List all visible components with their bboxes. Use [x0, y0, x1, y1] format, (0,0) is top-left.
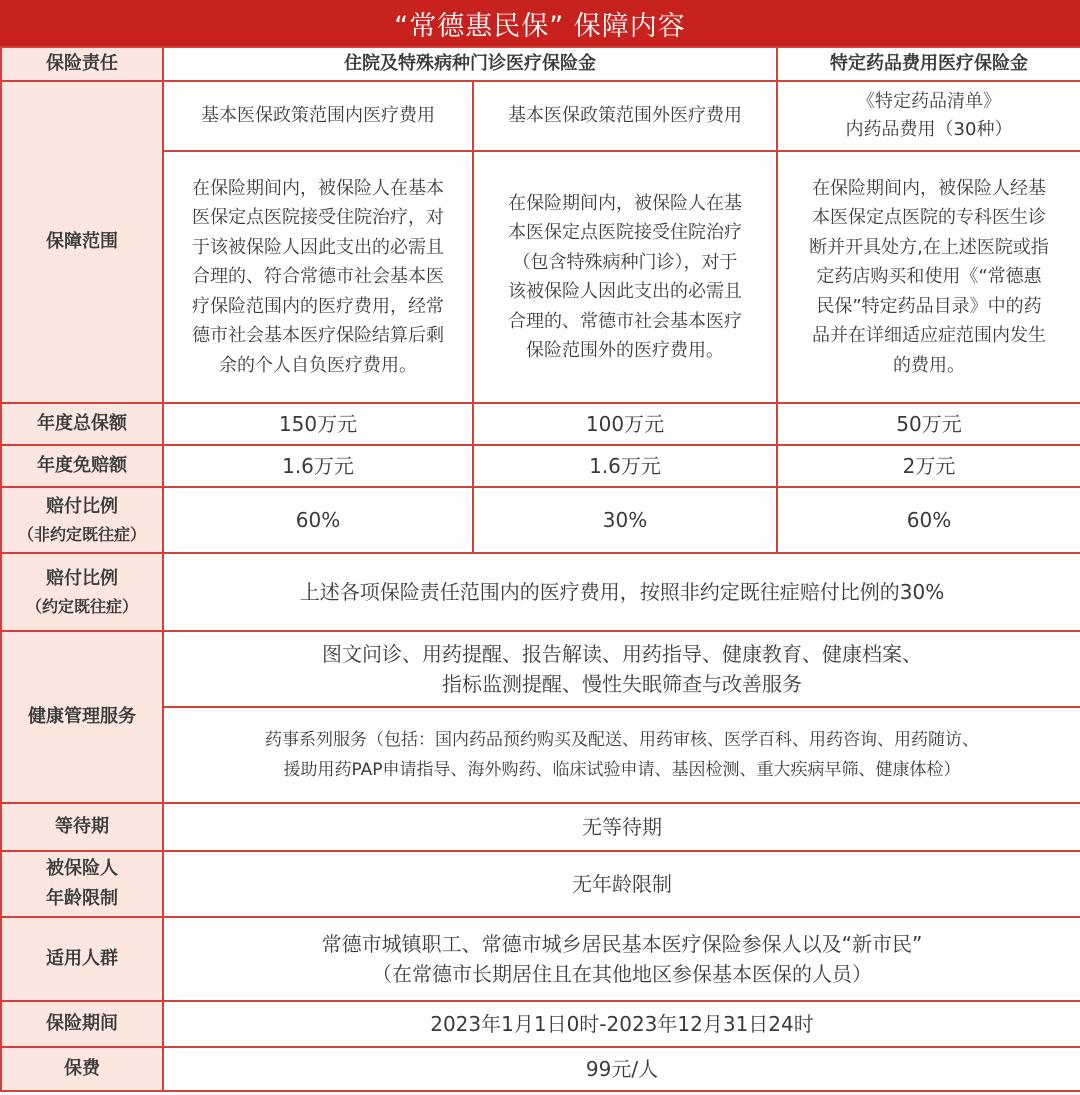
crowd-line: （在常德市长期居住且在其他地区参保基本医保的人员）	[372, 962, 872, 986]
age-label-line1: 被保险人	[46, 858, 118, 879]
age-value: 无年龄限制	[163, 851, 1080, 917]
health-row-2	[1, 707, 1080, 803]
crowd-line: 常德市城镇职工、常德市城乡居民基本医疗保险参保人以及“新市民”	[321, 932, 923, 956]
desc-line: 保险范围外的医疗费用。	[526, 340, 724, 361]
ratio-normal-out: 30%	[473, 487, 777, 553]
ratio-normal-label	[1, 487, 163, 553]
period-label: 保险期间	[1, 1001, 163, 1047]
ratio-normal-drug: 60%	[777, 487, 1080, 553]
header-drug: 特定药品费用医疗保险金	[777, 47, 1080, 81]
deductible-row	[1, 445, 1080, 487]
waiting-value: 无等待期	[163, 803, 1080, 851]
header-label: 保险责任	[1, 47, 163, 81]
health-row-1	[1, 631, 1080, 707]
desc-line: 本医保定点医院接受住院治疗	[508, 222, 742, 243]
annual-limit-label: 年度总保额	[1, 403, 163, 445]
ratio-pre-label-main: 赔付比例	[46, 568, 118, 589]
desc-line: 本医保定点医院的专科医生诊	[812, 207, 1046, 229]
ratio-pre-value: 上述各项保险责任范围内的医疗费用，按照非约定既往症赔付比例的30%	[163, 553, 1080, 631]
health-line: 药事系列服务（包括：国内药品预约购买及配送、用药审核、医学百科、用药咨询、用药随访、	[265, 730, 979, 750]
health-line: 援助用药PAP申请指导、海外购药、临床试验申请、基因检测、重大疾病早筛、健康体检）	[283, 760, 961, 780]
scope-desc-row	[1, 151, 1080, 403]
desc-line: 于该被保险人因此支出的必需且	[192, 236, 444, 258]
premium-value: 99元/人	[163, 1047, 1080, 1091]
age-label	[1, 851, 163, 917]
desc-line: 合理的、符合常德市社会基本医	[192, 266, 444, 288]
scope-desc-in	[163, 151, 473, 403]
annual-limit-in: 150万元	[163, 403, 473, 445]
scope-desc-drug	[777, 151, 1080, 403]
age-label-line2: 年龄限制	[46, 888, 118, 909]
scope-subheader-row	[1, 81, 1080, 151]
desc-line: 在保险期间内，被保险人在基本	[192, 177, 444, 199]
deductible-in: 1.6万元	[163, 445, 473, 487]
desc-line: 余的个人自负医疗费用。	[219, 354, 417, 376]
age-row	[1, 851, 1080, 917]
ratio-normal-in: 60%	[163, 487, 473, 553]
deductible-label: 年度免赔额	[1, 445, 163, 487]
health-services-pharmacy	[163, 707, 1080, 803]
desc-line: 断并开具处方,在上述医院或指	[809, 236, 1049, 258]
waiting-row	[1, 803, 1080, 851]
page-title: “常德惠民保” 保障内容	[0, 0, 1080, 46]
desc-line: 定药店购买和使用《“常德惠	[816, 266, 1042, 288]
crowd-value	[163, 917, 1080, 1001]
ratio-pre-label-sub: （约定既往症）	[25, 597, 138, 616]
scope-sub-drug-line2: 内药品费用（30种）	[845, 119, 1013, 140]
annual-limit-row	[1, 403, 1080, 445]
health-line: 图文问诊、用药提醒、报告解读、用药指导、健康教育、健康档案、	[322, 642, 922, 666]
desc-line: 合理的、常德市社会基本医疗	[508, 310, 742, 332]
crowd-row	[1, 917, 1080, 1001]
premium-label: 保费	[1, 1047, 163, 1091]
annual-limit-drug: 50万元	[777, 403, 1080, 445]
annual-limit-out: 100万元	[473, 403, 777, 445]
desc-line: 疗保险范围内的医疗费用，经常	[192, 295, 444, 317]
scope-desc-out	[473, 151, 777, 403]
period-row	[1, 1001, 1080, 1047]
health-label: 健康管理服务	[1, 631, 163, 803]
desc-line: 在保险期间内，被保险人经基	[812, 177, 1046, 199]
coverage-table	[0, 46, 1080, 1092]
health-line: 指标监测提醒、慢性失眠筛查与改善服务	[442, 672, 802, 696]
premium-row	[1, 1047, 1080, 1091]
desc-line: 德市社会基本医疗保险结算后剩	[192, 325, 444, 347]
waiting-label: 等待期	[1, 803, 163, 851]
ratio-normal-row	[1, 487, 1080, 553]
desc-line: （包含特殊病种门诊），对于	[512, 251, 738, 273]
scope-label: 保障范围	[1, 81, 163, 403]
ratio-normal-label-main: 赔付比例	[46, 496, 118, 517]
scope-sub-drug	[777, 81, 1080, 151]
header-row	[1, 47, 1080, 81]
scope-sub-in: 基本医保政策范围内医疗费用	[163, 81, 473, 151]
deductible-drug: 2万元	[777, 445, 1080, 487]
header-hospital: 住院及特殊病种门诊医疗保险金	[163, 47, 777, 81]
desc-line: 在保险期间内，被保险人在基	[508, 192, 742, 214]
scope-sub-drug-line1: 《特定药品清单》	[857, 91, 1001, 112]
ratio-pre-row	[1, 553, 1080, 631]
crowd-label: 适用人群	[1, 917, 163, 1001]
desc-line: 品并在详细适应症范围内发生	[812, 325, 1046, 347]
desc-line: 该被保险人因此支出的必需且	[508, 281, 742, 302]
desc-line: 民保”特定药品目录》中的药	[816, 295, 1042, 317]
ratio-pre-label	[1, 553, 163, 631]
health-services-main	[163, 631, 1080, 707]
period-value: 2023年1月1日0时-2023年12月31日24时	[163, 1001, 1080, 1047]
ratio-normal-label-sub: （非约定既往症）	[17, 525, 146, 544]
scope-sub-out: 基本医保政策范围外医疗费用	[473, 81, 777, 151]
desc-line: 的费用。	[893, 354, 965, 376]
deductible-out: 1.6万元	[473, 445, 777, 487]
desc-line: 医保定点医院接受住院治疗，对	[192, 207, 444, 229]
